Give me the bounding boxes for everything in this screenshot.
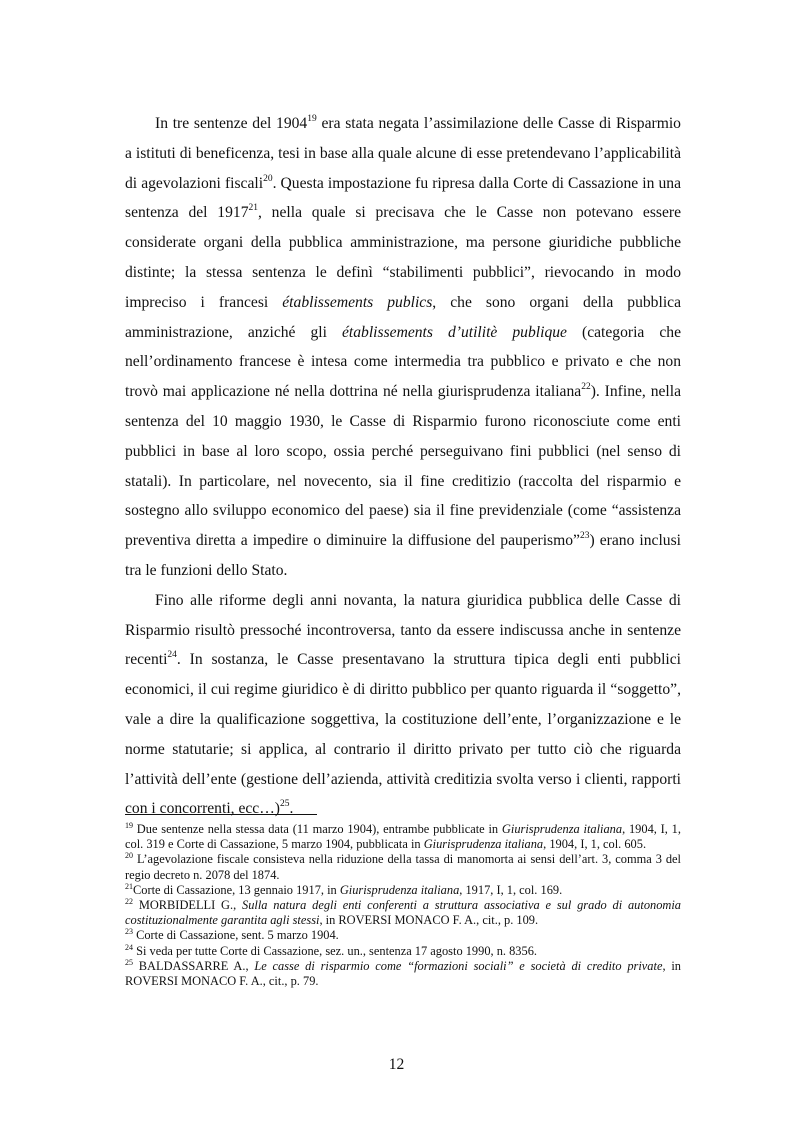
footnote-ref: 23 [579,531,590,542]
text-run: Corte di Cassazione, 13 gennaio 1917, in [133,882,340,897]
paragraph [125,586,681,824]
text-run: . Questa impostazione fu ripresa dalla Corte di Cassazione in una sentenza del 1917 [125,174,681,222]
text-run: (categoria che nell’ordinamento francese è intesa come intermedia tra pubblico e privato e che non trovò mai applicazione né nella dottrina né nella giurisprudenza italiana [125,323,682,401]
footnote [125,852,681,882]
italic-text: Giurisprudenza italiana [339,882,460,897]
text-run: MORBIDELLI G., [133,898,242,913]
footnote [125,959,681,989]
footnote-ref: 19 [307,114,317,124]
paragraph [125,109,681,586]
text-run: . [289,800,294,818]
text-run: era stata negata l’assimilazione delle Casse di Risparmio a istituti di beneficenza, tesi in base alla quale alcune di esse pretendevano l’applicabilità di agevolazioni fiscali [125,115,681,192]
text-run: , 1904, I, 1, col. 319 e Corte di Cassazione, 5 marzo 1904, pubblicata in [125,822,681,852]
text-run: , nella quale si precisava che le Casse non potevano essere considerate organi della pubblica amministrazione, ma persone giuridiche pubbliche distinte; la stessa sentenza le definì “stabilimenti pubblici”, rievocando in modo impreciso i francesi [125,204,682,311]
footnote-ref: 24 [125,942,133,952]
footnotes [125,822,681,989]
footnote-separator [125,814,317,815]
footnote-ref: 22 [581,382,591,393]
page-number: 12 [388,1056,405,1073]
italic-text: établissements d’utilitè publique [342,323,567,341]
footnote-ref: 20 [263,173,273,184]
footnote [125,883,681,898]
footnote-ref: 24 [167,650,177,661]
italic-text: Giurisprudenza italiana [501,822,623,836]
italic-text: Sulla natura degli enti conferenti a struttura associativa e sul grado di autonomia costituzionalmente garantita agli stessi [125,898,681,928]
footnote-ref: 21 [125,881,133,891]
text-run: . In sostanza, le Casse presentavano la struttura tipica degli enti pubblici economici, il cui regime giuridico è di diritto pubblico per quanto riguarda il “soggetto”, vale a dire la qualificazione soggettiva, la costituzione dell’ente, l’organizzazione e le norme statutarie; si applica, al contrario il diritto privato per tutto ciò che riguarda l’attività dell’ente (gestione dell’azienda, attività creditizia svolta verso i clienti, rapporti con i concorrenti, ecc…) [125,651,681,818]
text-run: , che sono organi della pubblica amministrazione, anziché gli [125,293,681,341]
footnote [125,898,681,928]
italic-text: établissements publics [282,293,433,311]
text-run: Fino alle riforme degli anni novanta, la natura giuridica pubblica delle Casse di Risparmio risultò pressoché incontroversa, tanto da essere indiscussa anche in sentenze recenti [125,591,681,669]
text-run: Due sentenze nella stessa data (11 marzo 1904), entrambe pubblicate in [133,822,502,836]
footnote [125,944,681,959]
text-run: , 1917, I, 1, col. 169. [459,882,563,897]
italic-text: Giurisprudenza italiana [423,837,544,852]
text-run: , in ROVERSI MONACO F. A., cit., p. 109. [319,913,539,928]
footnote-ref: 22 [125,897,133,907]
footnote [125,822,681,852]
body-text [125,109,681,824]
footnote-ref: 19 [125,821,133,830]
italic-text: Le casse di risparmio come “formazioni sociali” e società di credito private [254,958,663,973]
text-run: In tre sentenze del 1904 [155,115,308,132]
text-run: Corte di Cassazione, sent. 5 marzo 1904. [133,928,339,943]
text-run: ). Infine, nella sentenza del 10 maggio 1930, le Casse di Risparmio furono riconosciute come enti pubblici in base al loro scopo, ossia perché perseguivano fini pubblici (nel senso di statali). In particolare, nel novecento, sia il fine creditizio (raccolta del risparmio e sostegno allo sviluppo economico del paese) sia il fine previdenziale (come “assistenza preventiva diretta a impedire o diminuire la diffusione del pauperismo” [125,383,682,550]
text-run: ) erano inclusi tra le funzioni dello Stato. [125,532,682,579]
footnote-ref: 23 [125,927,133,937]
text-run: BALDASSARRE A., [133,958,255,973]
footnote [125,928,681,943]
text-run: , in ROVERSI MONACO F. A., cit., p. 79. [125,958,681,989]
text-run: , 1904, I, 1, col. 605. [543,837,647,852]
footnote-ref: 21 [248,203,258,214]
text-run: L’agevolazione fiscale consisteva nella riduzione della tassa di manomorta ai sensi dell’art. 3, comma 3 del regio decreto n. 2078 del 1874. [125,852,681,882]
footnote-ref: 20 [125,851,133,861]
footnote-ref: 25 [125,957,133,967]
footnote-ref: 25 [280,799,290,810]
text-run: Si veda per tutte Corte di Cassazione, sez. un., sentenza 17 agosto 1990, n. 8356. [133,943,537,958]
